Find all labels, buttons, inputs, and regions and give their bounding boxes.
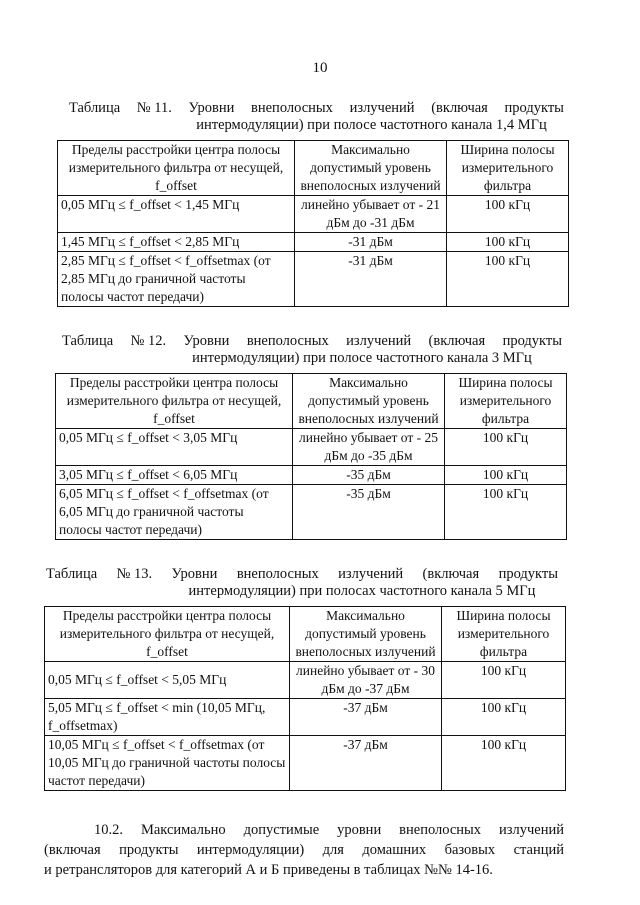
paragraph-line: (включая продукты интермодуляции) для домашних базовых станций	[44, 842, 564, 858]
paragraph-line: 10.2. Максимально допустимые уровни внеполосных излучений	[94, 822, 564, 838]
header-cell: Пределы расстройки центра полосы измерительного фильтра от несущей, f_offset	[56, 374, 293, 429]
table-row: 3,05 МГц ≤ f_offset < 6,05 МГц -35 дБм 100 кГц	[56, 466, 567, 485]
table-row: 2,85 МГц ≤ f_offset < f_offsetmax (от 2,85 МГц до граничной частоты полосы частот передачи) -31 дБм 100 кГц	[58, 252, 569, 307]
table-row: 0,05 МГц ≤ f_offset < 5,05 МГц линейно убывает от - 30 дБм до -37 дБм 100 кГц	[45, 662, 566, 699]
body-paragraph	[44, 820, 564, 880]
table-12-caption: Таблица № 12. Уровни внеполосных излучений (включая продукты интермодуляции) при полосе частотного канала 3 МГц	[62, 333, 562, 366]
table-13	[44, 606, 566, 791]
header-cell: Максимально допустимый уровень внеполосных излучений	[290, 607, 442, 662]
page-number: 10	[312, 60, 328, 76]
header-cell: Ширина полосы измерительного фильтра	[447, 141, 569, 196]
table-row: 10,05 МГц ≤ f_offset < f_offsetmax (от 10,05 МГц до граничной частоты полосы частот передачи) -37 дБм 100 кГц	[45, 736, 566, 791]
table-row: 5,05 МГц ≤ f_offset < min (10,05 МГц, f_offsetmax) -37 дБм 100 кГц	[45, 699, 566, 736]
table-header-row	[56, 374, 567, 429]
header-cell: Максимально допустимый уровень внеполосных излучений	[295, 141, 447, 196]
header-cell: Ширина полосы измерительного фильтра	[445, 374, 567, 429]
table-row: 0,05 МГц ≤ f_offset < 1,45 МГц линейно убывает от - 21 дБм до -31 дБм 100 кГц	[58, 196, 569, 233]
table-11	[57, 140, 569, 307]
table-12	[55, 373, 567, 540]
table-13-caption: Таблица № 13. Уровни внеполосных излучений (включая продукты интермодуляции) при полосах частотного канала 5 МГц	[46, 566, 558, 599]
header-cell: Пределы расстройки центра полосы измерительного фильтра от несущей, f_offset	[58, 141, 295, 196]
table-row: 1,45 МГц ≤ f_offset < 2,85 МГц -31 дБм 100 кГц	[58, 233, 569, 252]
header-cell: Пределы расстройки центра полосы измерительного фильтра от несущей, f_offset	[45, 607, 290, 662]
table-row: 6,05 МГц ≤ f_offset < f_offsetmax (от 6,05 МГц до граничной частоты полосы частот передачи) -35 дБм 100 кГц	[56, 485, 567, 540]
table-header-row	[58, 141, 569, 196]
table-11-caption: Таблица № 11. Уровни внеполосных излучений (включая продукты интермодуляции) при полосе частотного канала 1,4 МГц	[69, 100, 564, 133]
table-row: 0,05 МГц ≤ f_offset < 3,05 МГц линейно убывает от - 25 дБм до -35 дБм 100 кГц	[56, 429, 567, 466]
table-header-row	[45, 607, 566, 662]
header-cell: Ширина полосы измерительного фильтра	[442, 607, 566, 662]
header-cell: Максимально допустимый уровень внеполосных излучений	[293, 374, 445, 429]
paragraph-line: и ретрансляторов для категорий А и Б приведены в таблицах №№ 14-16.	[44, 862, 493, 878]
